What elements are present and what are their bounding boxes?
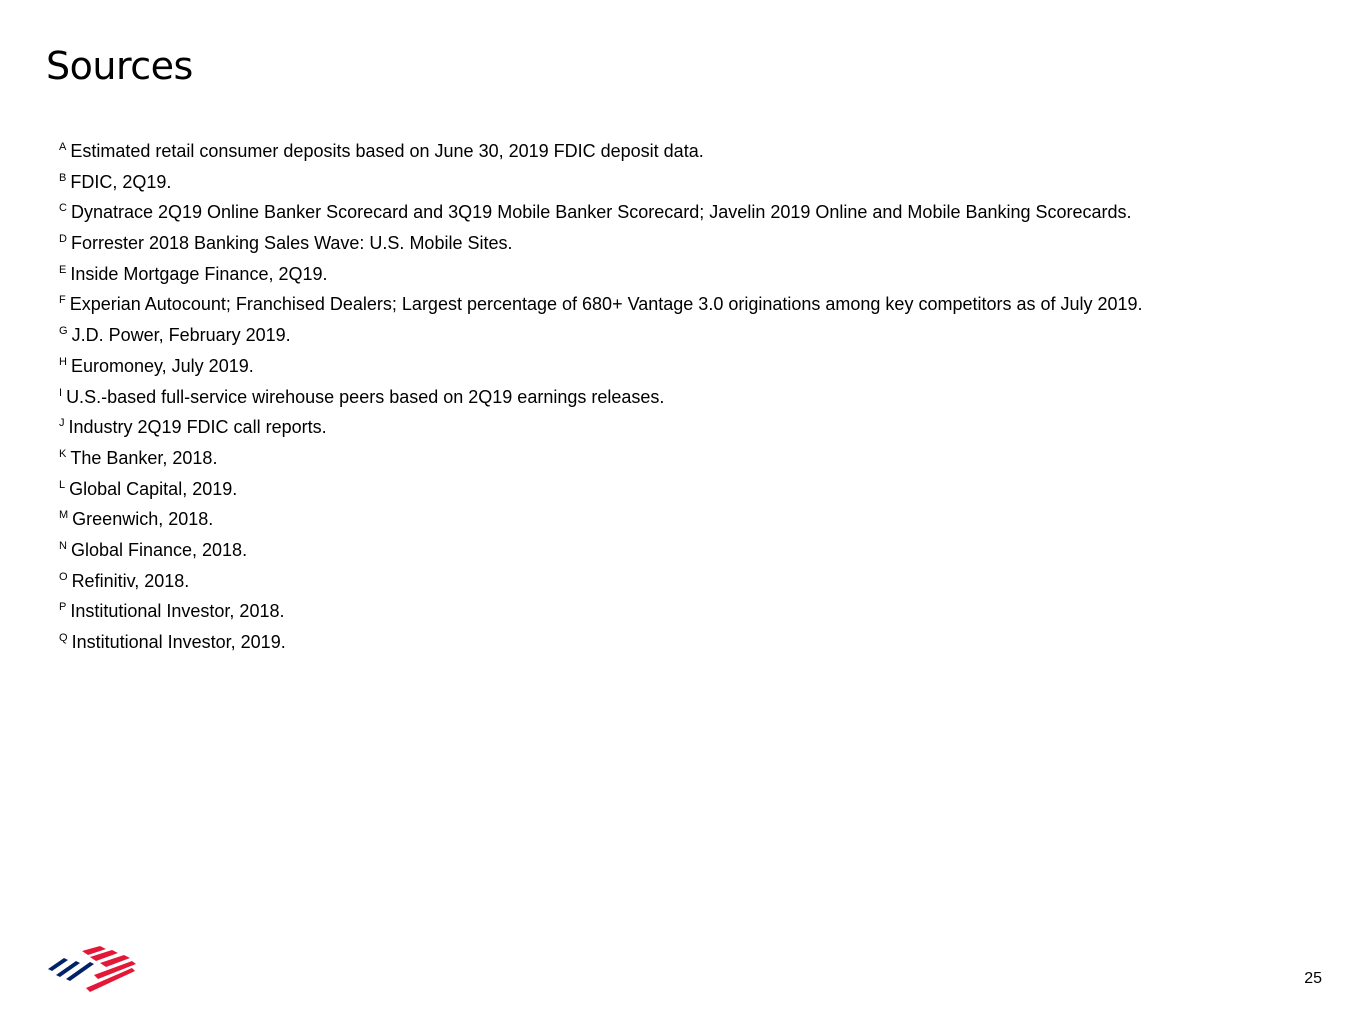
source-text: Euromoney, July 2019. [70,355,254,376]
source-marker: E [59,263,67,276]
source-item-d [59,228,1143,259]
source-marker: M [59,509,69,522]
source-item-b [59,167,1143,198]
source-item-a [59,136,1143,167]
source-marker: Q [59,632,68,644]
source-text: Industry 2Q19 FDIC call reports. [68,417,327,438]
source-text: Institutional Investor, 2019. [71,632,286,652]
source-marker: N [59,539,67,552]
source-text: Inside Mortgage Finance, 2Q19. [70,263,328,284]
source-item-e [59,259,1143,290]
source-marker: P [59,601,67,614]
source-item-o [59,566,1143,597]
source-item-q [59,627,1143,658]
source-item-i [59,382,1143,413]
source-marker: B [59,171,67,184]
source-marker: F [59,294,66,307]
source-item-j [59,412,1143,443]
source-marker: H [59,355,67,368]
source-text: Global Finance, 2018. [70,539,248,560]
flagscape-logo-icon [46,944,138,996]
page-title: Sources [46,44,193,88]
source-marker: O [59,570,68,583]
logo-blue-stripes [48,958,94,981]
source-text: FDIC, 2Q19. [70,171,172,192]
source-text: Dynatrace 2Q19 Online Banker Scorecard and 3Q19 Mobile Banker Scorecard; Javelin 2019 Online and Mobile Banking Scorecards. [70,202,1132,223]
sources-list [59,136,1143,658]
page-number: 25 [1304,970,1322,987]
source-text: Refinitiv, 2018. [71,570,190,591]
source-item-h [59,351,1143,382]
source-marker: A [59,141,67,153]
source-item-m [59,504,1143,535]
source-marker: L [59,478,66,491]
source-item-c [59,197,1143,228]
source-marker: C [59,202,67,215]
source-marker: J [59,417,65,430]
logo-red-stripes [82,946,136,992]
source-item-g [59,320,1143,351]
source-item-k [59,443,1143,474]
source-text: U.S.-based full-service wirehouse peers based on 2Q19 earnings releases. [66,386,665,407]
source-text: J.D. Power, February 2019. [71,325,291,346]
source-item-p [59,596,1143,627]
source-item-n [59,535,1143,566]
source-marker: I [59,386,63,399]
source-marker: K [59,447,67,460]
source-item-l [59,474,1143,505]
source-text: Institutional Investor, 2018. [70,601,285,622]
source-text: The Banker, 2018. [70,447,218,468]
source-text: Global Capital, 2019. [69,478,238,499]
source-text: Forrester 2018 Banking Sales Wave: U.S. Mobile Sites. [70,233,513,254]
source-text: Estimated retail consumer deposits based on June 30, 2019 FDIC deposit data. [70,141,704,161]
source-text: Greenwich, 2018. [72,509,214,530]
source-marker: G [59,325,68,338]
source-item-f [59,289,1143,320]
source-marker: D [59,233,67,246]
source-text: Experian Autocount; Franchised Dealers; Largest percentage of 680+ Vantage 3.0 originations among key competitors as of July 2019. [69,294,1143,315]
